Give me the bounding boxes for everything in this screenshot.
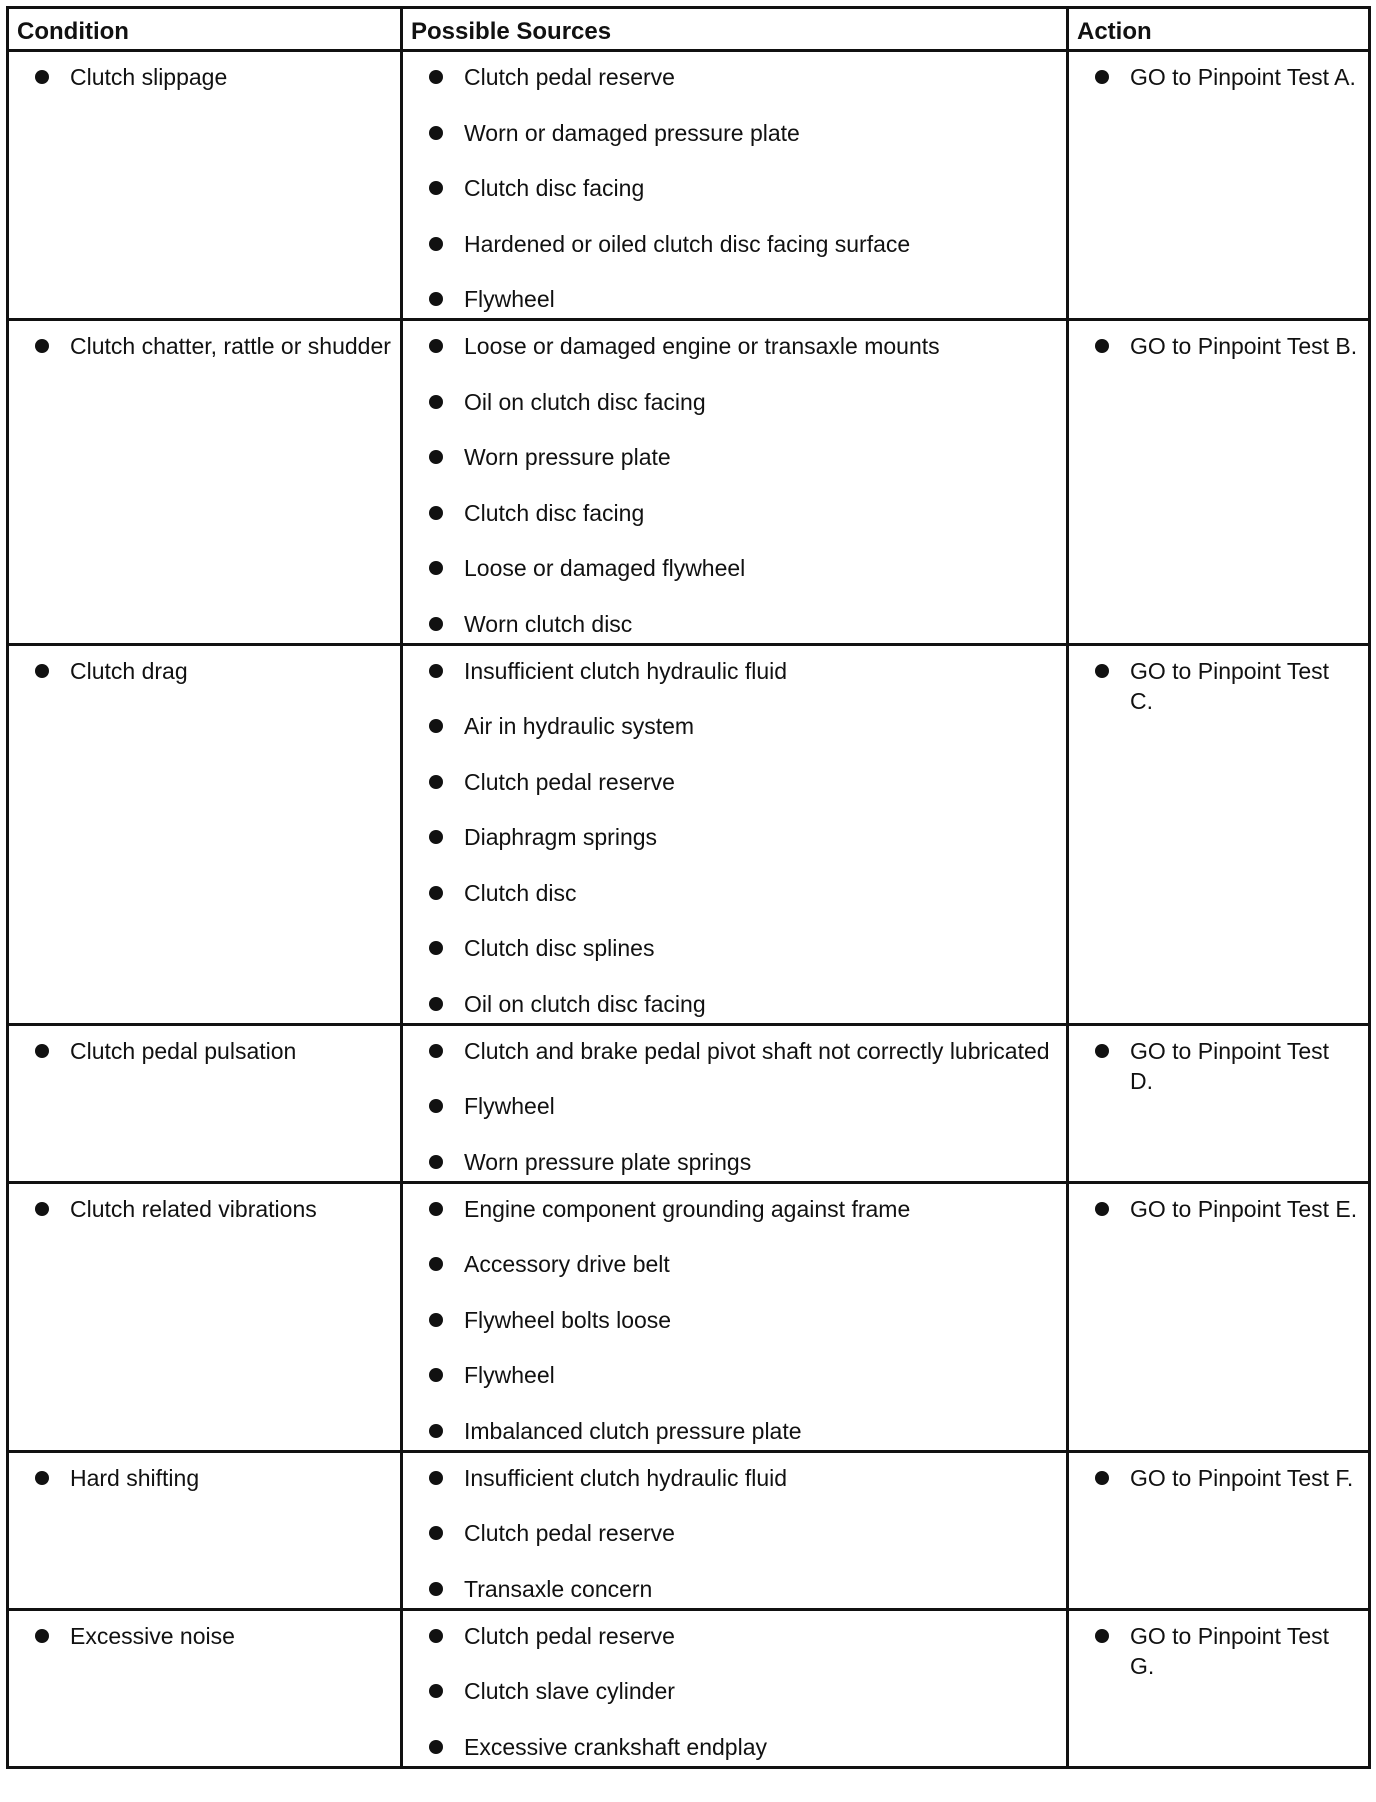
source-item-text: Clutch and brake pedal pivot shaft not correctly lubricated xyxy=(464,1037,1050,1064)
bullet-icon xyxy=(429,1684,443,1698)
action-cell xyxy=(1068,51,1370,320)
source-item-text: Oil on clutch disc facing xyxy=(464,388,706,415)
bullet-icon xyxy=(1095,70,1109,84)
source-item-text: Clutch pedal reserve xyxy=(464,1520,675,1546)
source-item-text: Clutch pedal reserve xyxy=(464,1622,675,1649)
source-item-text: Hardened or oiled clutch disc facing surface xyxy=(464,230,911,257)
diagnosis-table xyxy=(6,6,1371,1769)
source-item xyxy=(411,1305,1058,1335)
bullet-icon xyxy=(429,1368,443,1382)
bullet-icon xyxy=(35,1471,49,1485)
source-item-text: Accessory drive belt xyxy=(464,1251,670,1277)
bullet-icon xyxy=(429,997,443,1011)
action-item xyxy=(1077,1463,1358,1493)
action-cell xyxy=(1068,1609,1370,1767)
source-item-text: Clutch slave cylinder xyxy=(464,1678,675,1704)
bullet-icon xyxy=(429,617,443,631)
bullet-icon xyxy=(429,561,443,575)
condition-cell xyxy=(8,1182,402,1451)
source-item xyxy=(411,1194,1058,1224)
bullet-icon xyxy=(429,1155,443,1169)
condition-cell xyxy=(8,644,402,1024)
bullet-icon xyxy=(429,237,443,251)
bullet-icon xyxy=(429,1099,443,1113)
source-item-text: Worn pressure plate xyxy=(464,444,671,470)
action-header: Action xyxy=(1068,8,1370,51)
bullet-icon xyxy=(35,664,49,678)
condition-item-text: Excessive noise xyxy=(70,1622,235,1649)
source-item xyxy=(411,989,1058,1019)
bullet-icon xyxy=(429,1424,443,1438)
action-cell xyxy=(1068,1451,1370,1609)
action-cell xyxy=(1068,1024,1370,1182)
source-item xyxy=(411,1518,1058,1548)
source-item-text: Worn or damaged pressure plate xyxy=(464,119,800,146)
table-row xyxy=(8,1609,1370,1767)
sources-cell xyxy=(402,1182,1068,1451)
bullet-icon xyxy=(1095,664,1109,678)
source-item-text: Flywheel bolts loose xyxy=(464,1306,672,1333)
condition-header: Condition xyxy=(8,8,402,51)
table-row xyxy=(8,1451,1370,1609)
header-row xyxy=(8,8,1370,51)
source-item xyxy=(411,767,1058,797)
bullet-icon xyxy=(35,339,49,353)
source-item xyxy=(411,284,1058,314)
source-item-text: Clutch disc facing xyxy=(464,175,645,201)
sources-cell xyxy=(402,1024,1068,1182)
source-item xyxy=(411,173,1058,203)
condition-item xyxy=(17,656,392,686)
bullet-icon xyxy=(429,664,443,678)
sources-cell xyxy=(402,51,1068,320)
bullet-icon xyxy=(35,70,49,84)
source-item xyxy=(411,1621,1058,1651)
bullet-icon xyxy=(429,830,443,844)
action-item-text: GO to Pinpoint Test E. xyxy=(1130,1195,1358,1222)
bullet-icon xyxy=(35,1629,49,1643)
bullet-icon xyxy=(429,1471,443,1485)
source-item xyxy=(411,62,1058,92)
condition-item xyxy=(17,1463,392,1493)
source-item-text: Clutch disc splines xyxy=(464,935,655,961)
source-item xyxy=(411,933,1058,963)
source-item-text: Transaxle concern xyxy=(464,1575,653,1602)
source-item xyxy=(411,1091,1058,1121)
action-item xyxy=(1077,1621,1358,1681)
bullet-icon xyxy=(429,395,443,409)
source-item xyxy=(411,498,1058,528)
condition-item-text: Clutch drag xyxy=(70,657,188,684)
condition-cell xyxy=(8,1609,402,1767)
condition-cell xyxy=(8,1024,402,1182)
action-item-text: GO to Pinpoint Test A. xyxy=(1130,64,1356,90)
action-item xyxy=(1077,62,1358,92)
table-row xyxy=(8,51,1370,320)
source-item-text: Clutch pedal reserve xyxy=(464,64,675,90)
table-row xyxy=(8,1024,1370,1182)
action-item xyxy=(1077,656,1358,716)
source-item xyxy=(411,387,1058,417)
source-item-text: Imbalanced clutch pressure plate xyxy=(464,1417,802,1444)
bullet-icon xyxy=(429,70,443,84)
bullet-icon xyxy=(429,1526,443,1540)
source-item xyxy=(411,1676,1058,1706)
action-item-text: GO to Pinpoint Test G. xyxy=(1130,1622,1330,1679)
bullet-icon xyxy=(1095,1471,1109,1485)
source-item xyxy=(411,878,1058,908)
table-row xyxy=(8,1182,1370,1451)
source-item-text: Flywheel xyxy=(464,1362,555,1388)
source-item-text: Air in hydraulic system xyxy=(464,713,695,739)
action-item-text: GO to Pinpoint Test F. xyxy=(1130,1464,1354,1491)
action-cell xyxy=(1068,1182,1370,1451)
bullet-icon xyxy=(429,450,443,464)
bullet-icon xyxy=(429,292,443,306)
bullet-icon xyxy=(429,339,443,353)
condition-item xyxy=(17,331,392,361)
bullet-icon xyxy=(429,1202,443,1216)
action-item-text: GO to Pinpoint Test B. xyxy=(1130,333,1358,359)
source-item xyxy=(411,553,1058,583)
bullet-icon xyxy=(429,719,443,733)
bullet-icon xyxy=(429,506,443,520)
sources-cell xyxy=(402,320,1068,645)
table-body xyxy=(8,51,1370,1768)
sources-cell xyxy=(402,1609,1068,1767)
condition-item xyxy=(17,62,392,92)
source-item xyxy=(411,1463,1058,1493)
source-item-text: Worn clutch disc xyxy=(464,610,633,637)
condition-item-text: Clutch related vibrations xyxy=(70,1195,317,1222)
source-item-text: Clutch pedal reserve xyxy=(464,768,675,795)
source-item xyxy=(411,118,1058,148)
source-item xyxy=(411,1036,1058,1066)
action-item xyxy=(1077,1036,1358,1096)
action-item xyxy=(1077,331,1358,361)
bullet-icon xyxy=(1095,1202,1109,1216)
source-item-text: Loose or damaged engine or transaxle mounts xyxy=(464,333,940,359)
source-item xyxy=(411,442,1058,472)
bullet-icon xyxy=(429,1044,443,1058)
bullet-icon xyxy=(429,1257,443,1271)
bullet-icon xyxy=(429,126,443,140)
source-item xyxy=(411,1574,1058,1604)
bullet-icon xyxy=(429,886,443,900)
source-item xyxy=(411,656,1058,686)
source-item-text: Insufficient clutch hydraulic fluid xyxy=(464,1464,788,1491)
bullet-icon xyxy=(1095,1044,1109,1058)
condition-item xyxy=(17,1036,392,1066)
source-item-text: Flywheel xyxy=(464,286,555,312)
action-cell xyxy=(1068,644,1370,1024)
action-item xyxy=(1077,1194,1358,1224)
condition-item-text: Clutch chatter, rattle or shudder xyxy=(70,333,391,359)
bullet-icon xyxy=(1095,339,1109,353)
action-item-text: GO to Pinpoint Test C. xyxy=(1130,657,1330,714)
source-item-text: Loose or damaged flywheel xyxy=(464,555,746,581)
source-item xyxy=(411,229,1058,259)
condition-cell xyxy=(8,320,402,645)
source-item xyxy=(411,1416,1058,1446)
source-item-text: Clutch disc facing xyxy=(464,499,645,526)
condition-cell xyxy=(8,51,402,320)
bullet-icon xyxy=(429,775,443,789)
bullet-icon xyxy=(35,1202,49,1216)
possible-sources-header: Possible Sources xyxy=(402,8,1068,51)
condition-cell xyxy=(8,1451,402,1609)
condition-item-text: Clutch pedal pulsation xyxy=(70,1037,297,1064)
source-item xyxy=(411,1147,1058,1177)
bullet-icon xyxy=(35,1044,49,1058)
source-item-text: Insufficient clutch hydraulic fluid xyxy=(464,657,788,684)
source-item xyxy=(411,1360,1058,1390)
source-item xyxy=(411,609,1058,639)
condition-item-text: Clutch slippage xyxy=(70,64,228,90)
bullet-icon xyxy=(429,1740,443,1754)
bullet-icon xyxy=(1095,1629,1109,1643)
condition-item xyxy=(17,1621,392,1651)
action-cell xyxy=(1068,320,1370,645)
source-item-text: Engine component grounding against frame xyxy=(464,1195,911,1222)
sources-cell xyxy=(402,644,1068,1024)
source-item-text: Clutch disc xyxy=(464,879,577,906)
condition-item-text: Hard shifting xyxy=(70,1464,200,1491)
source-item-text: Diaphragm springs xyxy=(464,824,658,850)
condition-item xyxy=(17,1194,392,1224)
source-item-text: Excessive crankshaft endplay xyxy=(464,1733,767,1760)
source-item xyxy=(411,1732,1058,1762)
source-item xyxy=(411,822,1058,852)
source-item-text: Worn pressure plate springs xyxy=(464,1148,752,1175)
bullet-icon xyxy=(429,1629,443,1643)
action-item-text: GO to Pinpoint Test D. xyxy=(1130,1037,1330,1094)
bullet-icon xyxy=(429,1313,443,1327)
bullet-icon xyxy=(429,1582,443,1596)
table-row xyxy=(8,644,1370,1024)
sources-cell xyxy=(402,1451,1068,1609)
source-item-text: Oil on clutch disc facing xyxy=(464,990,706,1017)
bullet-icon xyxy=(429,941,443,955)
source-item xyxy=(411,711,1058,741)
source-item xyxy=(411,331,1058,361)
bullet-icon xyxy=(429,181,443,195)
source-item xyxy=(411,1249,1058,1279)
table-row xyxy=(8,320,1370,645)
source-item-text: Flywheel xyxy=(464,1093,555,1119)
